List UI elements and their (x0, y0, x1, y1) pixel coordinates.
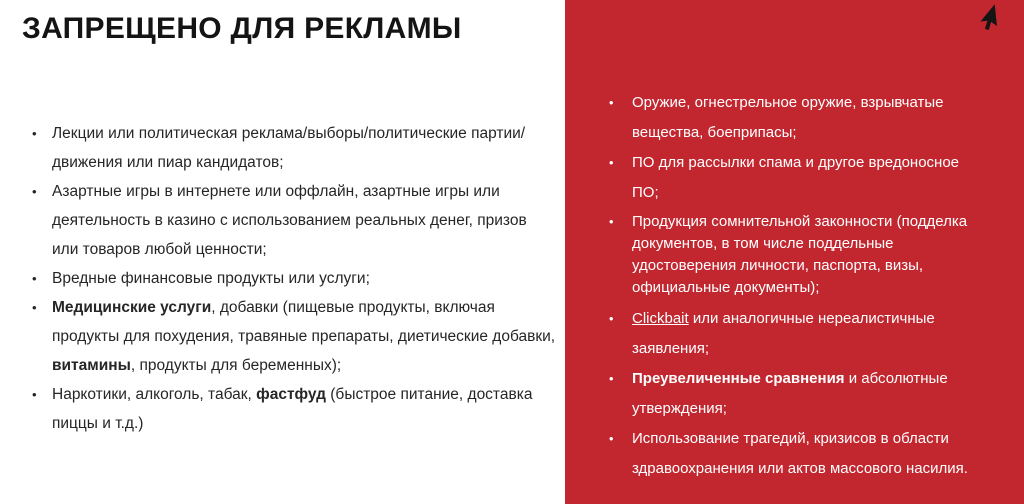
text-segment: или аналогичные нереалистичные заявления; (632, 310, 935, 357)
text-segment: Азартные игры в интернете или оффлайн, азартные игры или деятельность в казино с использованием реальных денег, призов или товаров любой ценности; (52, 183, 527, 258)
prohibited-list-right (607, 88, 975, 484)
text-segment: Медицинские услуги (52, 299, 212, 316)
list-item (607, 364, 975, 424)
list-item (30, 264, 557, 293)
list-item (30, 177, 557, 264)
list-item (30, 293, 557, 380)
text-segment: Clickbait (632, 310, 689, 327)
text-segment: Использование трагедий, кризисов в области здравоохранения или актов массового насилия. (632, 430, 968, 477)
list-item (30, 380, 557, 438)
list-item (30, 119, 557, 177)
text-segment: Преувеличенные сравнения (632, 370, 845, 387)
list-item (607, 88, 975, 148)
list-item (607, 148, 975, 208)
text-segment: Оружие, огнестрельное оружие, взрывчатые вещества, боеприпасы; (632, 94, 944, 141)
list-item (607, 304, 975, 364)
prohibited-list-left (30, 119, 557, 438)
slide-title: ЗАПРЕЩЕНО ДЛЯ РЕКЛАМЫ (22, 12, 462, 45)
text-segment: Вредные финансовые продукты или услуги; (52, 270, 370, 287)
text-segment: витамины (52, 357, 131, 374)
text-segment: , продукты для беременных); (130, 357, 342, 374)
text-segment: Наркотики, алкоголь, табак, (52, 386, 257, 403)
list-item (607, 211, 975, 299)
list-item (607, 424, 975, 484)
text-segment: и абсолютные утверждения; (632, 370, 948, 417)
text-segment: ПО для рассылки спама и другое вредоносное ПО; (632, 154, 960, 201)
text-segment: Лекции или политическая реклама/выборы/политические партии/движения или пиар кандидатов; (52, 125, 526, 171)
text-segment: (быстрое питание, доставка пиццы и т.д.) (52, 386, 533, 432)
text-segment: , добавки (пищевые продукты, включая продукты для похудения, травяные препараты, диетические добавки, (52, 299, 556, 345)
text-segment: фастфуд (256, 386, 326, 403)
text-segment: Продукция сомнительной законности (подделка документов, в том числе поддельные удостоверения личности, паспорта, визы, официальные документы); (632, 213, 968, 296)
